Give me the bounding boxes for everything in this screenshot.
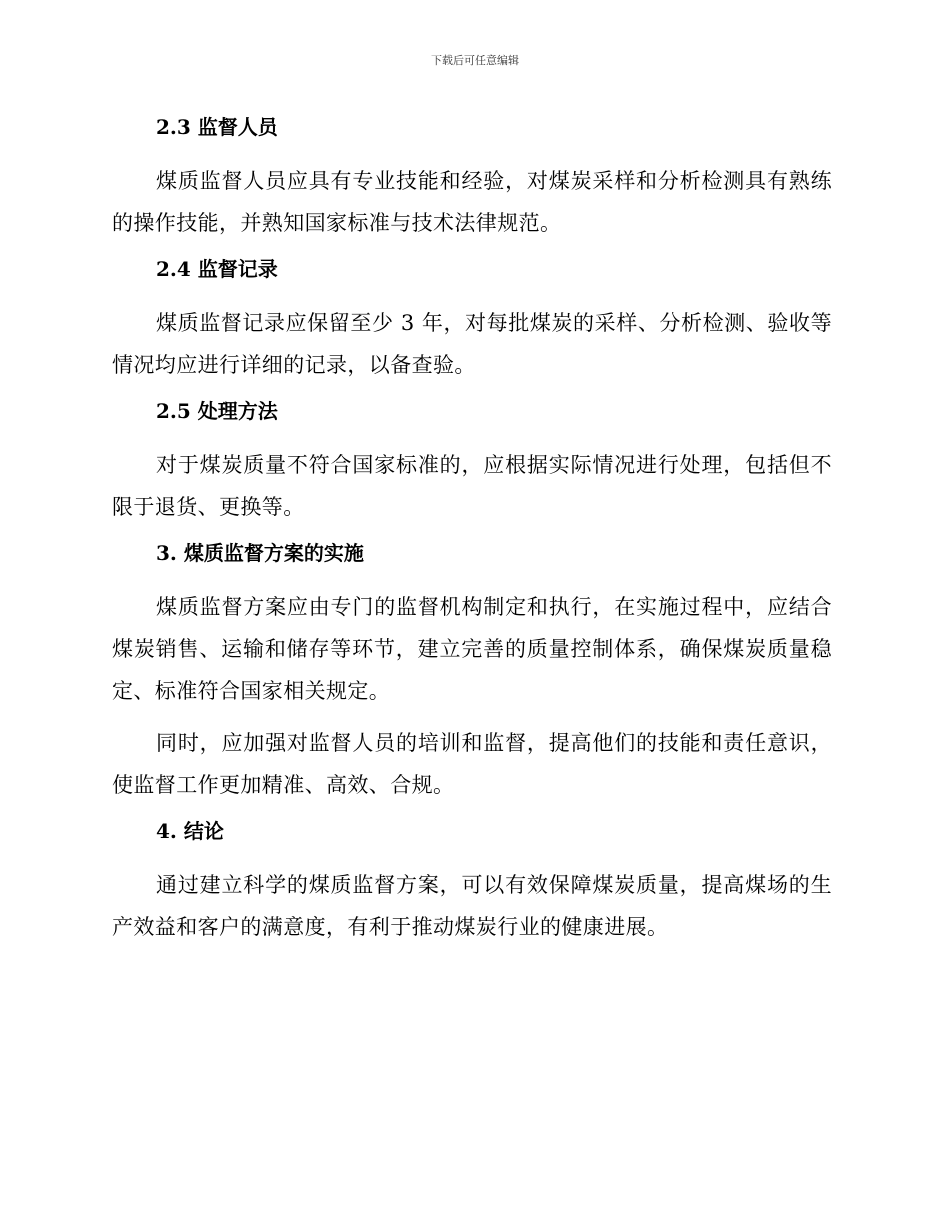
section-2-5 xyxy=(112,396,832,528)
section-2-4 xyxy=(112,254,832,386)
section-paragraph: 煤质监督方案应由专门的监督机构制定和执行，在实施过程中，应结合煤炭销售、运输和储存等环节，建立完善的质量控制体系，确保煤炭质量稳定、标准符合国家相关规定。 xyxy=(112,595,832,703)
header-note: 下载后可任意编辑 xyxy=(431,54,519,67)
section-paragraph: 通过建立科学的煤质监督方案，可以有效保障煤炭质量，提高煤场的生产效益和客户的满意度，有利于推动煤炭行业的健康进展。 xyxy=(112,873,832,939)
section-4 xyxy=(112,816,832,948)
section-3 xyxy=(112,538,832,806)
document-body xyxy=(112,112,832,958)
section-heading: 2.4 监督记录 xyxy=(156,257,278,281)
section-heading: 3. 煤质监督方案的实施 xyxy=(156,541,364,565)
section-paragraph: 煤质监督记录应保留至少 3 年，对每批煤炭的采样、分析检测、验收等情况均应进行详细的记录，以备查验。 xyxy=(112,311,832,377)
section-heading: 4. 结论 xyxy=(156,819,224,843)
section-heading: 2.5 处理方法 xyxy=(156,399,278,423)
section-heading: 2.3 监督人员 xyxy=(156,115,278,139)
section-paragraph: 煤质监督人员应具有专业技能和经验，对煤炭采样和分析检测具有熟练的操作技能，并熟知国家标准与技术法律规范。 xyxy=(112,169,832,235)
section-paragraph: 对于煤炭质量不符合国家标准的，应根据实际情况进行处理，包括但不限于退货、更换等。 xyxy=(112,453,832,519)
section-2-3 xyxy=(112,112,832,244)
section-paragraph: 同时，应加强对监督人员的培训和监督，提高他们的技能和责任意识，使监督工作更加精准、高效、合规。 xyxy=(112,731,832,797)
